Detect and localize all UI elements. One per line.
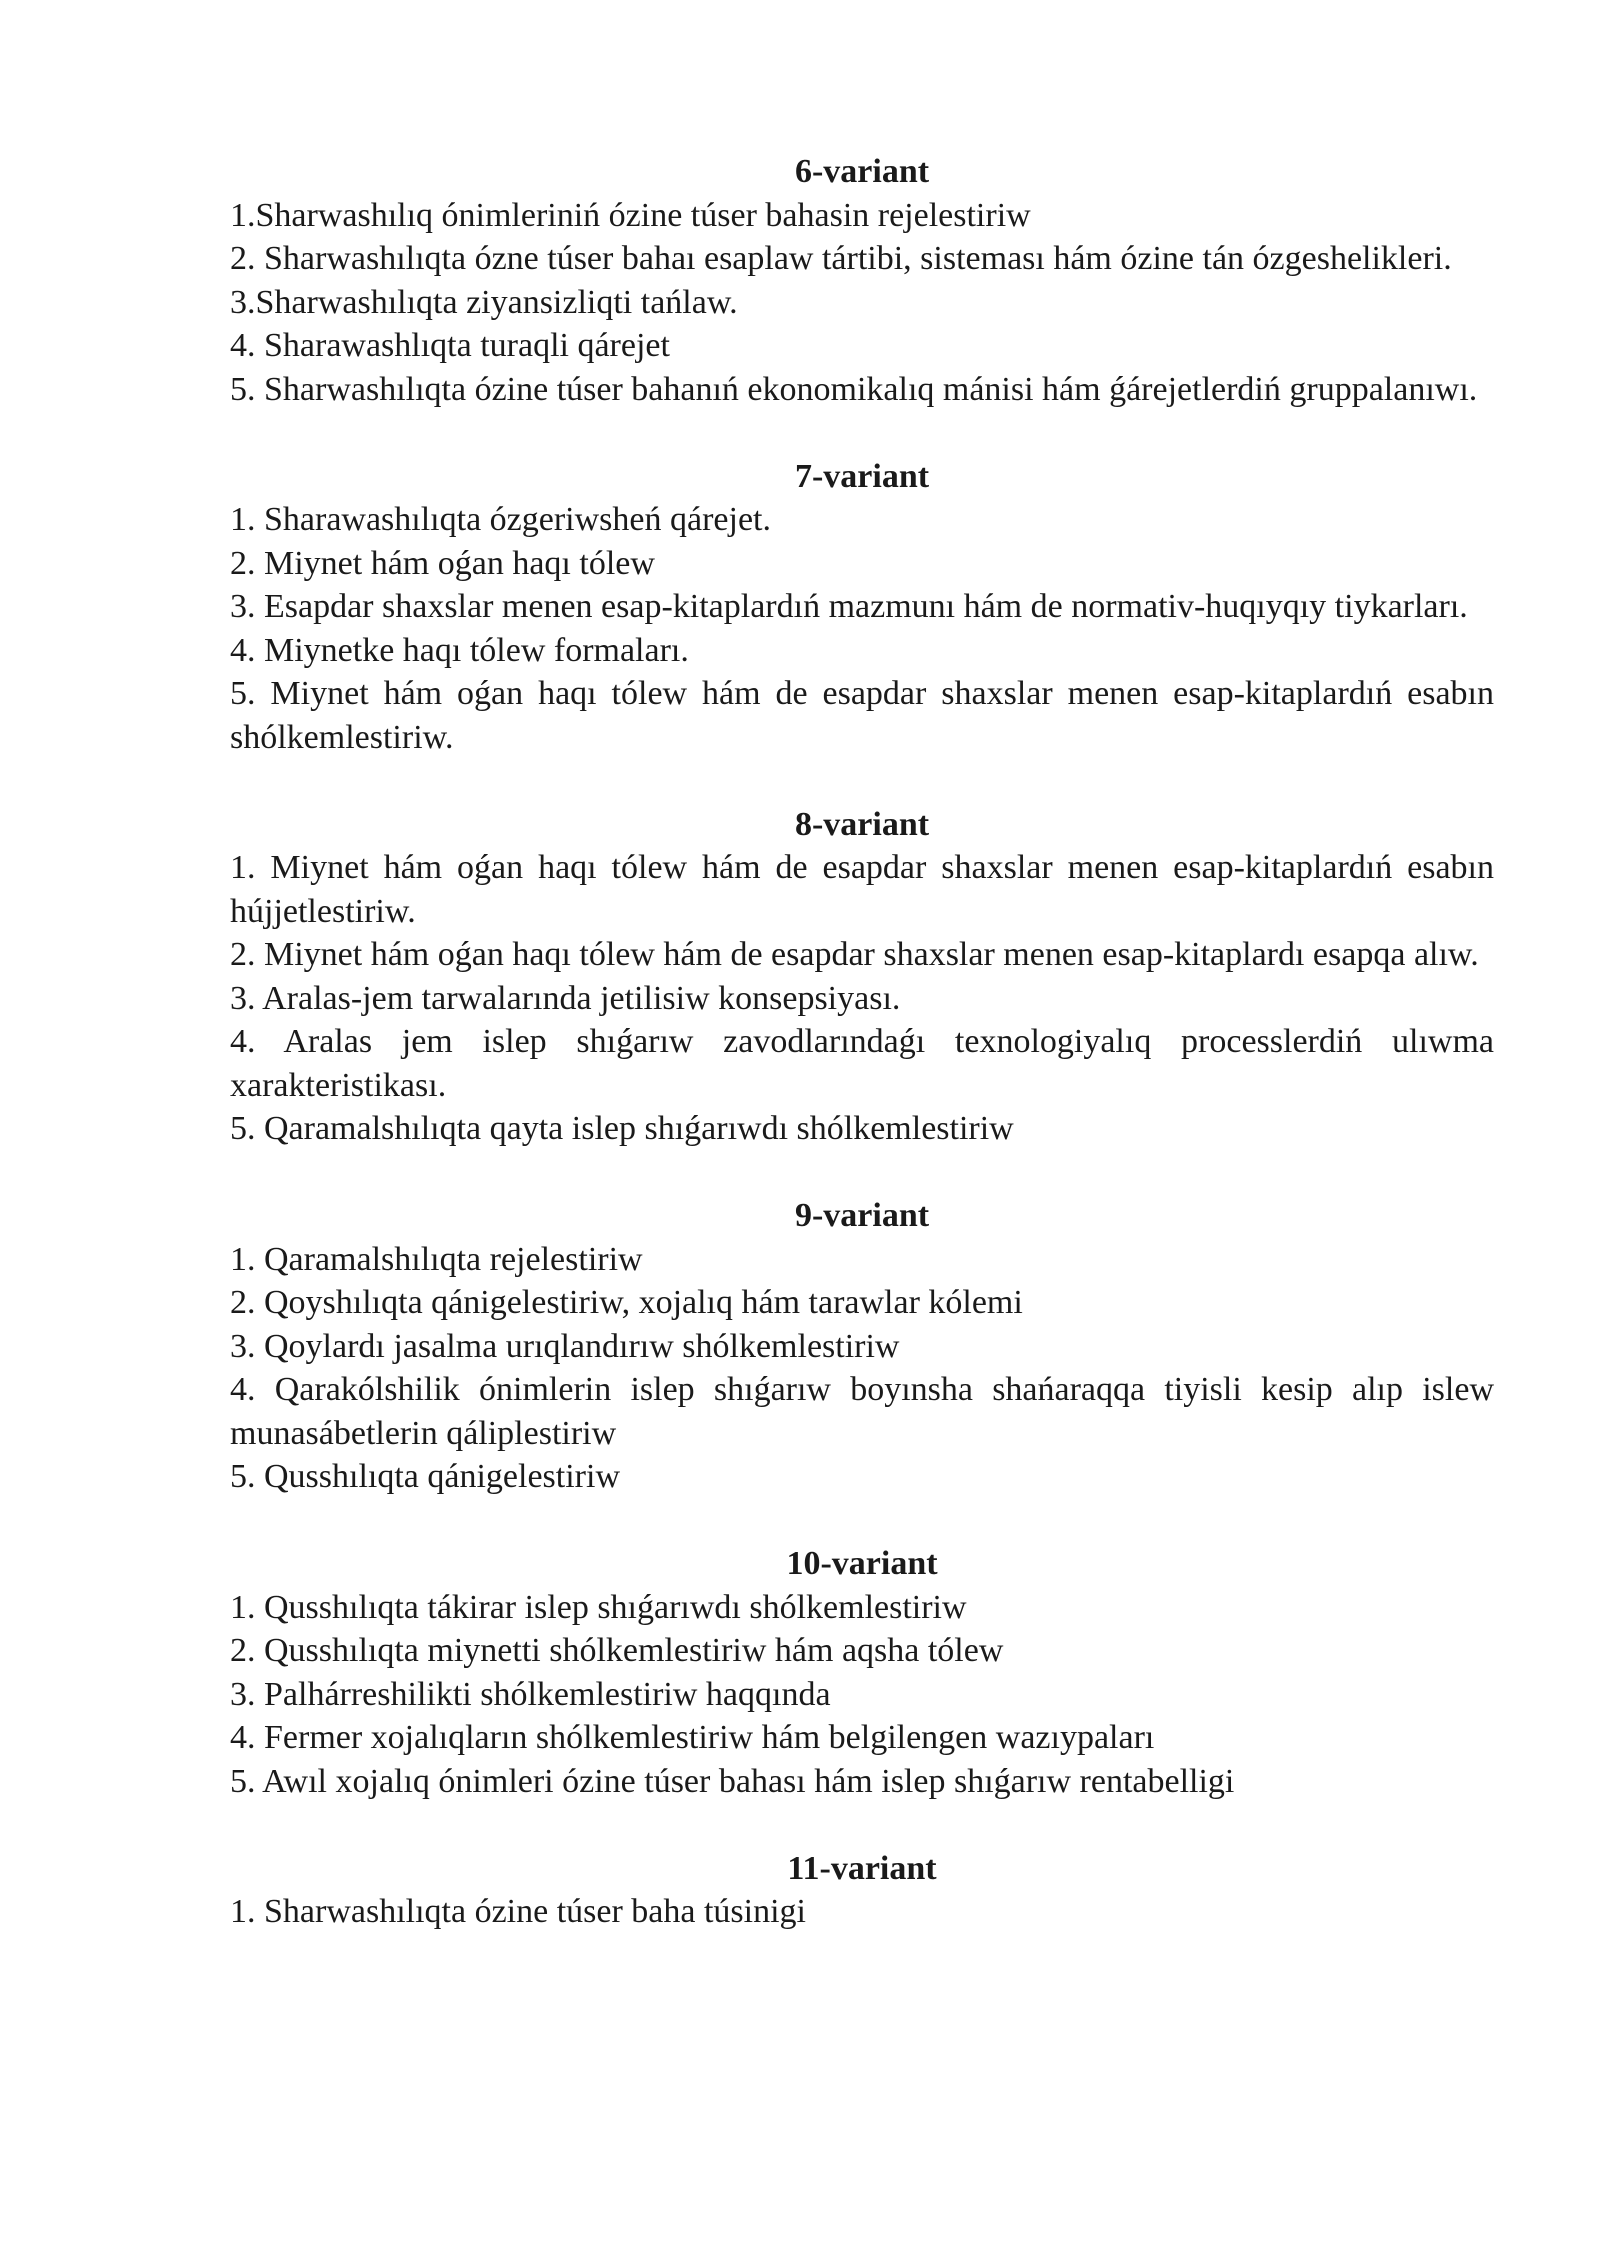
question-item: 4. Sharawashlıqta turaqli qárejet [230, 327, 670, 364]
question-item: 1. Qaramalshılıqta rejelestiriw [230, 1240, 643, 1278]
question-item: 1. Miynet hám oǵan haqı tólew hám de esapdar shaxslar menen esap-kitaplardıń esabın hújjetlestiriw. [230, 849, 1494, 930]
question-item: 3.Sharwashılıqta ziyansizliqti tańlaw. [230, 283, 738, 321]
question-item: 5. Miynet hám oǵan haqı tólew hám de esapdar shaxslar menen esap-kitaplardıń esabın shólkemlestiriw. [230, 675, 1494, 756]
question-item: 3. Qoylardı jasalma urıqlandırıw shólkemlestiriw [230, 1327, 900, 1365]
variant-title: 6-variant [794, 153, 930, 190]
question-item: 3. Aralas-jem tarwalarında jetilisiw konsepsiyası. [230, 979, 901, 1017]
question-item: 2. Sharwashılıqta ózne túser bahaı esaplaw tártibi, sisteması hám ózine tán ózgeshelikleri. [230, 240, 1452, 277]
variant-11 [230, 1847, 1494, 1934]
question-item: 5. Sharwashılıqta ózine túser bahanıń ekonomikalıq mánisi hám ǵárejetlerdiń gruppalanıwı. [230, 370, 1478, 408]
question-item: 2. Qoyshılıqta qánigelestiriw, xojalıq hám tarawlar kólemi [230, 1284, 1023, 1321]
variant-title: 11-variant [787, 1849, 937, 1887]
question-item: 5. Awıl xojalıq ónimleri ózine túser bahası hám islep shıǵarıw rentabelligi [230, 1762, 1235, 1800]
question-item: 4. Aralas jem islep shıǵarıw zavodlarındaǵı texnologiyalıq processlerdiń ulıwma xarakteristikası. [230, 1023, 1494, 1104]
variant-title: 7-variant [794, 457, 930, 495]
question-item: 5. Qaramalshılıqta qayta islep shıǵarıwdı shólkemlestiriw [230, 1110, 1014, 1147]
question-item: 4. Miynetke haqı tólew formaları. [230, 631, 689, 669]
question-item: 2. Miynet hám oǵan haqı tólew hám de esapdar shaxslar menen esap-kitaplardı esapqa alıw. [230, 936, 1479, 973]
question-item: 1. Qusshılıqta tákirar islep shıǵarıwdı shólkemlestiriw [230, 1588, 967, 1626]
question-item: 1. Sharwashılıqta ózine túser baha túsinigi [230, 1893, 806, 1930]
question-item: 4. Qarakólshilik ónimlerin islep shıǵarıw boyınsha shańaraqqa tiyisli kesip alıp islew munasábetlerin qáliplestiriw [230, 1371, 1494, 1452]
variant-8 [230, 803, 1494, 1151]
question-item: 3. Esapdar shaxslar menen esap-kitaplardıń mazmunı hám de normativ-huqıyqıy tiykarları. [230, 588, 1468, 625]
variant-9 [230, 1194, 1494, 1499]
variant-title: 10-variant [786, 1545, 938, 1582]
question-item: 3. Palhárreshilikti shólkemlestiriw haqqında [230, 1675, 831, 1713]
variant-title: 8-variant [794, 805, 930, 843]
question-item: 4. Fermer xojalıqların shólkemlestiriw hám belgilengen wazıypaları [230, 1719, 1155, 1756]
question-item: 1. Sharawashılıqta ózgeriwsheń qárejet. [230, 501, 771, 538]
variant-10 [230, 1542, 1494, 1803]
question-item: 1.Sharwashılıq ónimleriniń ózine túser bahasin rejelestiriw [230, 196, 1031, 234]
variant-7 [230, 455, 1494, 760]
question-item: 2. Qusshılıqta miynetti shólkemlestiriw hám aqsha tólew [230, 1632, 1004, 1669]
document-page [230, 150, 1494, 1977]
variant-title: 9-variant [794, 1197, 930, 1234]
question-item: 5. Qusshılıqta qánigelestiriw [230, 1458, 621, 1495]
question-item: 2. Miynet hám oǵan haqı tólew [230, 544, 655, 582]
variant-6 [230, 150, 1494, 411]
